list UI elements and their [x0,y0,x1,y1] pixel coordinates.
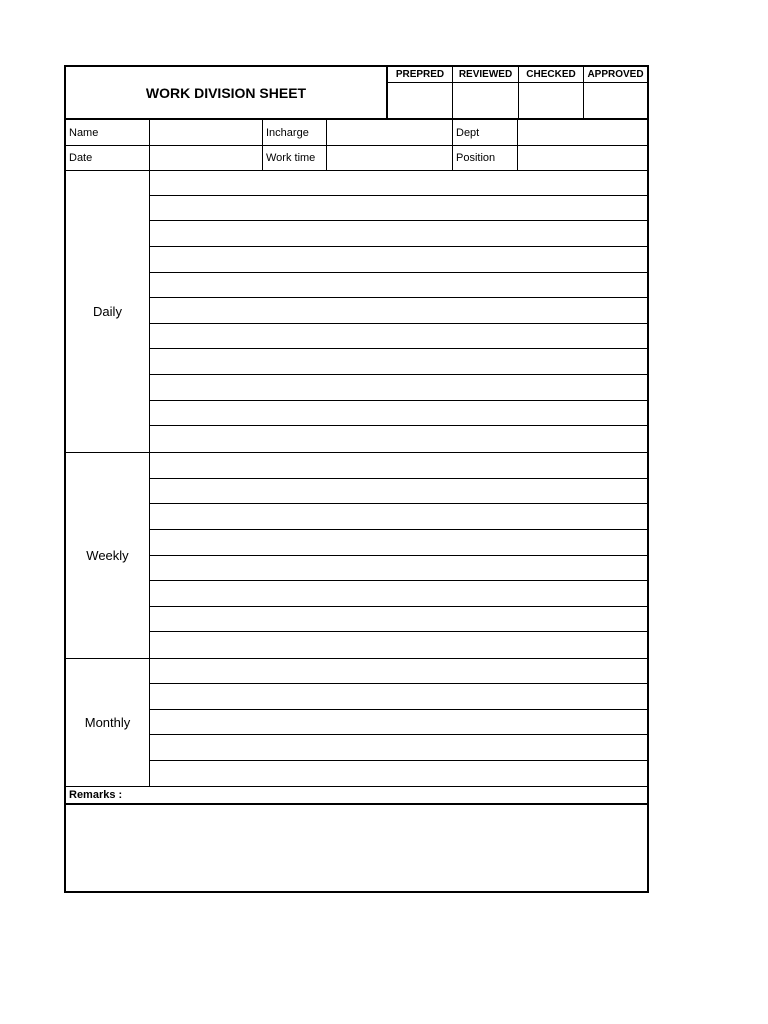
task-line[interactable] [150,247,647,273]
work-division-sheet [64,65,649,893]
section-lines [150,453,647,658]
task-line[interactable] [150,479,647,505]
approval-signature-field[interactable] [519,83,583,118]
date-label: Date [66,146,150,170]
task-line[interactable] [150,761,647,786]
task-line[interactable] [150,735,647,760]
task-line[interactable] [150,273,647,299]
task-line[interactable] [150,426,647,452]
task-line[interactable] [150,349,647,375]
task-line[interactable] [150,530,647,556]
task-line[interactable] [150,607,647,633]
section-label: Daily [66,170,150,452]
section-label: Monthly [66,659,150,786]
task-line[interactable] [150,221,647,247]
approval-label: APPROVED [584,67,647,83]
approval-signature-field[interactable] [388,83,452,118]
dept-field[interactable] [518,120,647,145]
task-line[interactable] [150,298,647,324]
section-label: Weekly [66,453,150,658]
worktime-field[interactable] [327,146,453,170]
task-line[interactable] [150,710,647,735]
sheet-header [66,67,647,120]
task-line[interactable] [150,556,647,582]
approval-signature-field[interactable] [584,83,647,118]
info-table [66,120,647,171]
section-lines [150,659,647,786]
approval-block [388,67,647,118]
approval-signature-field[interactable] [453,83,518,118]
remarks-label: Remarks : [66,787,647,805]
position-label: Position [453,146,518,170]
task-line[interactable] [150,581,647,607]
task-line[interactable] [150,401,647,427]
section-daily [66,170,647,453]
approval-label: REVIEWED [453,67,518,83]
task-line[interactable] [150,170,647,196]
task-line[interactable] [150,504,647,530]
sheet-title: WORK DIVISION SHEET [66,67,388,118]
approval-approved [583,67,647,118]
worktime-label: Work time [263,146,327,170]
name-label: Name [66,120,150,145]
info-row [66,146,647,170]
remarks-field[interactable] [66,805,647,891]
task-line[interactable] [150,196,647,222]
task-line[interactable] [150,632,647,658]
approval-prepred [388,67,452,118]
task-line[interactable] [150,375,647,401]
approval-label: CHECKED [519,67,583,83]
section-lines [150,170,647,452]
approval-label: PREPRED [388,67,452,83]
date-field[interactable] [150,146,263,170]
task-line[interactable] [150,324,647,350]
task-line[interactable] [150,453,647,479]
approval-reviewed [452,67,518,118]
approval-checked [518,67,583,118]
incharge-label: Incharge [263,120,327,145]
incharge-field[interactable] [327,120,453,145]
section-weekly [66,453,647,659]
dept-label: Dept [453,120,518,145]
position-field[interactable] [518,146,647,170]
task-line[interactable] [150,684,647,709]
section-monthly [66,659,647,787]
info-row [66,120,647,146]
name-field[interactable] [150,120,263,145]
task-line[interactable] [150,659,647,684]
